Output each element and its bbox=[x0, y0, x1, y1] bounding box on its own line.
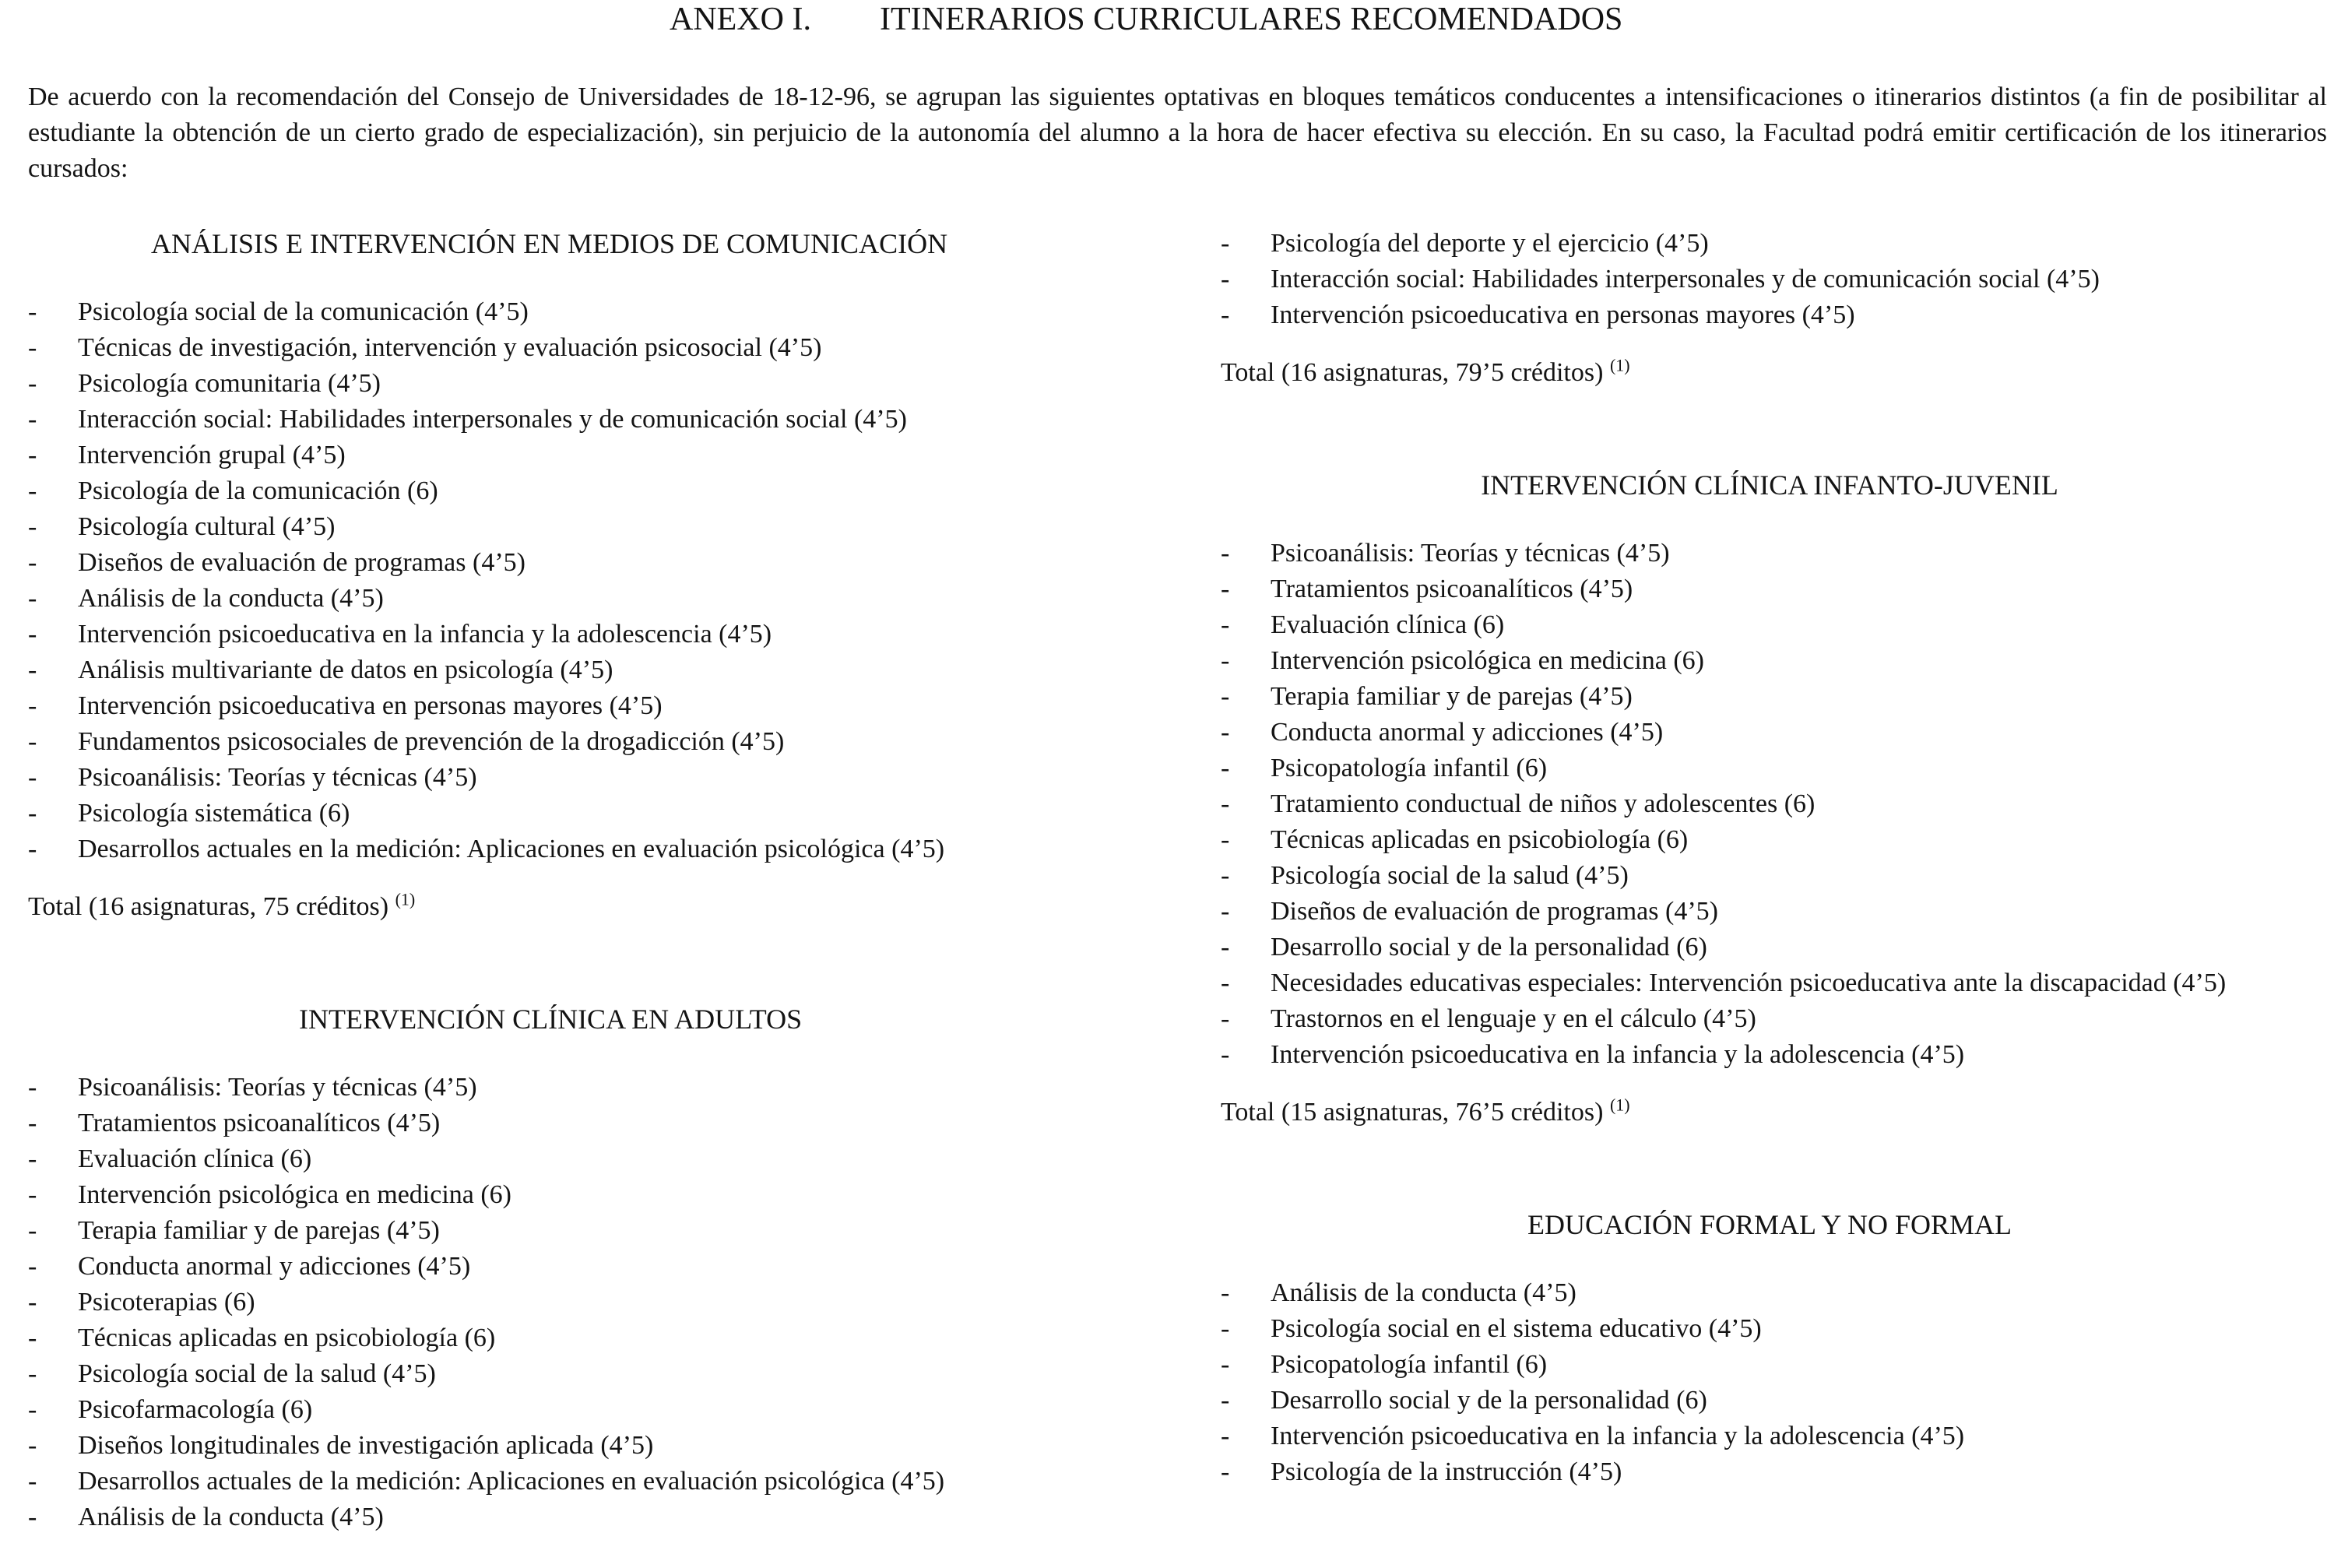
list-item: - Psicofarmacología (6) bbox=[28, 1392, 1180, 1428]
list-item: - Psicoanálisis: Teorías y técnicas (4’5) bbox=[28, 760, 1180, 796]
list-item: - Desarrollos actuales en la medición: Aplicaciones en evaluación psicológica (4’5) bbox=[28, 831, 1180, 867]
footnote-ref: (1) bbox=[395, 889, 416, 909]
list-adultos bbox=[28, 1070, 1180, 1535]
total-adultos bbox=[1221, 355, 2318, 391]
annex-title: ITINERARIOS CURRICULARES RECOMENDADOS bbox=[880, 2, 1623, 37]
list-educacion bbox=[1221, 1275, 2318, 1490]
list-item: - Desarrollos actuales de la medición: Aplicaciones en evaluación psicológica (4’5) bbox=[28, 1464, 1180, 1499]
list-item: - Interacción social: Habilidades interpersonales y de comunicación social (4’5) bbox=[1221, 262, 2318, 297]
list-infanto bbox=[1221, 536, 2318, 1073]
list-item: - Psicología social de la salud (4’5) bbox=[1221, 858, 2318, 894]
total-text: Total (16 asignaturas, 75 créditos) bbox=[28, 892, 389, 921]
list-item: - Análisis de la conducta (4’5) bbox=[28, 581, 1180, 617]
list-item: - Psicología de la comunicación (6) bbox=[28, 473, 1180, 509]
annex-label: ANEXO I. bbox=[670, 2, 811, 37]
list-item: - Tratamientos psicoanalíticos (4’5) bbox=[1221, 571, 2318, 607]
list-item: - Análisis multivariante de datos en psicología (4’5) bbox=[28, 652, 1180, 688]
list-item: - Intervención psicológica en medicina (6) bbox=[1221, 643, 2318, 679]
list-item: - Psicología del deporte y el ejercicio (4’5) bbox=[1221, 226, 2318, 262]
list-item: - Psicología social de la comunicación (4’5) bbox=[28, 294, 1180, 330]
list-item: - Análisis de la conducta (4’5) bbox=[1221, 1275, 2318, 1311]
list-item: - Desarrollo social y de la personalidad (6) bbox=[1221, 930, 2318, 965]
list-item: - Psicoanálisis: Teorías y técnicas (4’5) bbox=[1221, 536, 2318, 571]
list-medios bbox=[28, 294, 1180, 867]
list-item: - Evaluación clínica (6) bbox=[1221, 607, 2318, 643]
list-item: - Psicología comunitaria (4’5) bbox=[28, 366, 1180, 402]
right-column bbox=[1221, 226, 2318, 1490]
section-heading-adultos: INTERVENCIÓN CLÍNICA EN ADULTOS bbox=[299, 1004, 803, 1035]
footnote-ref: (1) bbox=[1609, 355, 1630, 375]
list-item: - Interacción social: Habilidades interpersonales y de comunicación social (4’5) bbox=[28, 402, 1180, 438]
list-item: - Psicología social de la salud (4’5) bbox=[28, 1356, 1180, 1392]
list-item: - Psicoterapias (6) bbox=[28, 1285, 1180, 1320]
list-item: - Intervención psicoeducativa en la infancia y la adolescencia (4’5) bbox=[1221, 1037, 2318, 1073]
list-adultos-continued bbox=[1221, 226, 2318, 333]
list-item: - Intervención psicológica en medicina (6) bbox=[28, 1177, 1180, 1213]
list-item: - Intervención psicoeducativa en la infancia y la adolescencia (4’5) bbox=[1221, 1419, 2318, 1454]
list-item: - Intervención psicoeducativa en personas mayores (4’5) bbox=[28, 688, 1180, 724]
list-item: - Intervención grupal (4’5) bbox=[28, 438, 1180, 473]
total-infanto bbox=[1221, 1095, 2318, 1130]
list-item: - Conducta anormal y adicciones (4’5) bbox=[1221, 715, 2318, 751]
total-text: Total (16 asignaturas, 79’5 créditos) bbox=[1221, 358, 1604, 387]
list-item: - Intervención psicoeducativa en personas mayores (4’5) bbox=[1221, 297, 2318, 333]
list-item: - Conducta anormal y adicciones (4’5) bbox=[28, 1249, 1180, 1285]
total-medios bbox=[28, 889, 1180, 925]
list-item: - Psicología de la instrucción (4’5) bbox=[1221, 1454, 2318, 1490]
section-heading-medios: ANÁLISIS E INTERVENCIÓN EN MEDIOS DE COMUNICACIÓN bbox=[151, 228, 948, 259]
list-item: - Psicología sistemática (6) bbox=[28, 796, 1180, 831]
list-item: - Fundamentos psicosociales de prevención de la drogadicción (4’5) bbox=[28, 724, 1180, 760]
list-item: - Necesidades educativas especiales: Intervención psicoeducativa ante la discapacidad (4’5) bbox=[1221, 965, 2318, 1001]
list-item: - Psicopatología infantil (6) bbox=[1221, 1347, 2318, 1383]
left-column bbox=[28, 226, 1180, 1535]
list-item: - Terapia familiar y de parejas (4’5) bbox=[1221, 679, 2318, 715]
list-item: - Técnicas de investigación, intervención y evaluación psicosocial (4’5) bbox=[28, 330, 1180, 366]
list-item: - Diseños de evaluación de programas (4’5) bbox=[28, 545, 1180, 581]
list-item: - Terapia familiar y de parejas (4’5) bbox=[28, 1213, 1180, 1249]
list-item: - Técnicas aplicadas en psicobiología (6) bbox=[1221, 822, 2318, 858]
list-item: - Trastornos en el lenguaje y en el cálculo (4’5) bbox=[1221, 1001, 2318, 1037]
intro-paragraph: De acuerdo con la recomendación del Consejo de Universidades de 18-12-96, se agrupan las siguientes optativas en bloques temáticos conducentes a intensificaciones o itinerarios distintos (a fin de posibilitar al estudiante la obtención de un cierto grado de especialización), sin perjuicio de la autonomía del alumno a la hora de hacer efectiva su elección. En su caso, la Facultad podrá emitir certificación de los itinerarios cursados: bbox=[28, 83, 2327, 183]
list-item: - Tratamiento conductual de niños y adolescentes (6) bbox=[1221, 786, 2318, 822]
list-item: - Psicología cultural (4’5) bbox=[28, 509, 1180, 545]
list-item: - Diseños longitudinales de investigación aplicada (4’5) bbox=[28, 1428, 1180, 1464]
total-text: Total (15 asignaturas, 76’5 créditos) bbox=[1221, 1098, 1604, 1127]
list-item: - Intervención psicoeducativa en la infancia y la adolescencia (4’5) bbox=[28, 617, 1180, 652]
list-item: - Psicología social en el sistema educativo (4’5) bbox=[1221, 1311, 2318, 1347]
list-item: - Diseños de evaluación de programas (4’5) bbox=[1221, 894, 2318, 930]
list-item: - Análisis de la conducta (4’5) bbox=[28, 1499, 1180, 1535]
list-item: - Psicopatología infantil (6) bbox=[1221, 751, 2318, 786]
list-item: - Psicoanálisis: Teorías y técnicas (4’5) bbox=[28, 1070, 1180, 1106]
list-item: - Evaluación clínica (6) bbox=[28, 1141, 1180, 1177]
footnote-ref: (1) bbox=[1609, 1095, 1630, 1115]
list-item: - Tratamientos psicoanalíticos (4’5) bbox=[28, 1106, 1180, 1141]
section-heading-infanto: INTERVENCIÓN CLÍNICA INFANTO-JUVENIL bbox=[1481, 469, 2058, 501]
section-heading-educacion: EDUCACIÓN FORMAL Y NO FORMAL bbox=[1527, 1209, 2012, 1240]
list-item: - Técnicas aplicadas en psicobiología (6) bbox=[28, 1320, 1180, 1356]
page-title bbox=[670, 0, 1759, 39]
list-item: - Desarrollo social y de la personalidad (6) bbox=[1221, 1383, 2318, 1419]
